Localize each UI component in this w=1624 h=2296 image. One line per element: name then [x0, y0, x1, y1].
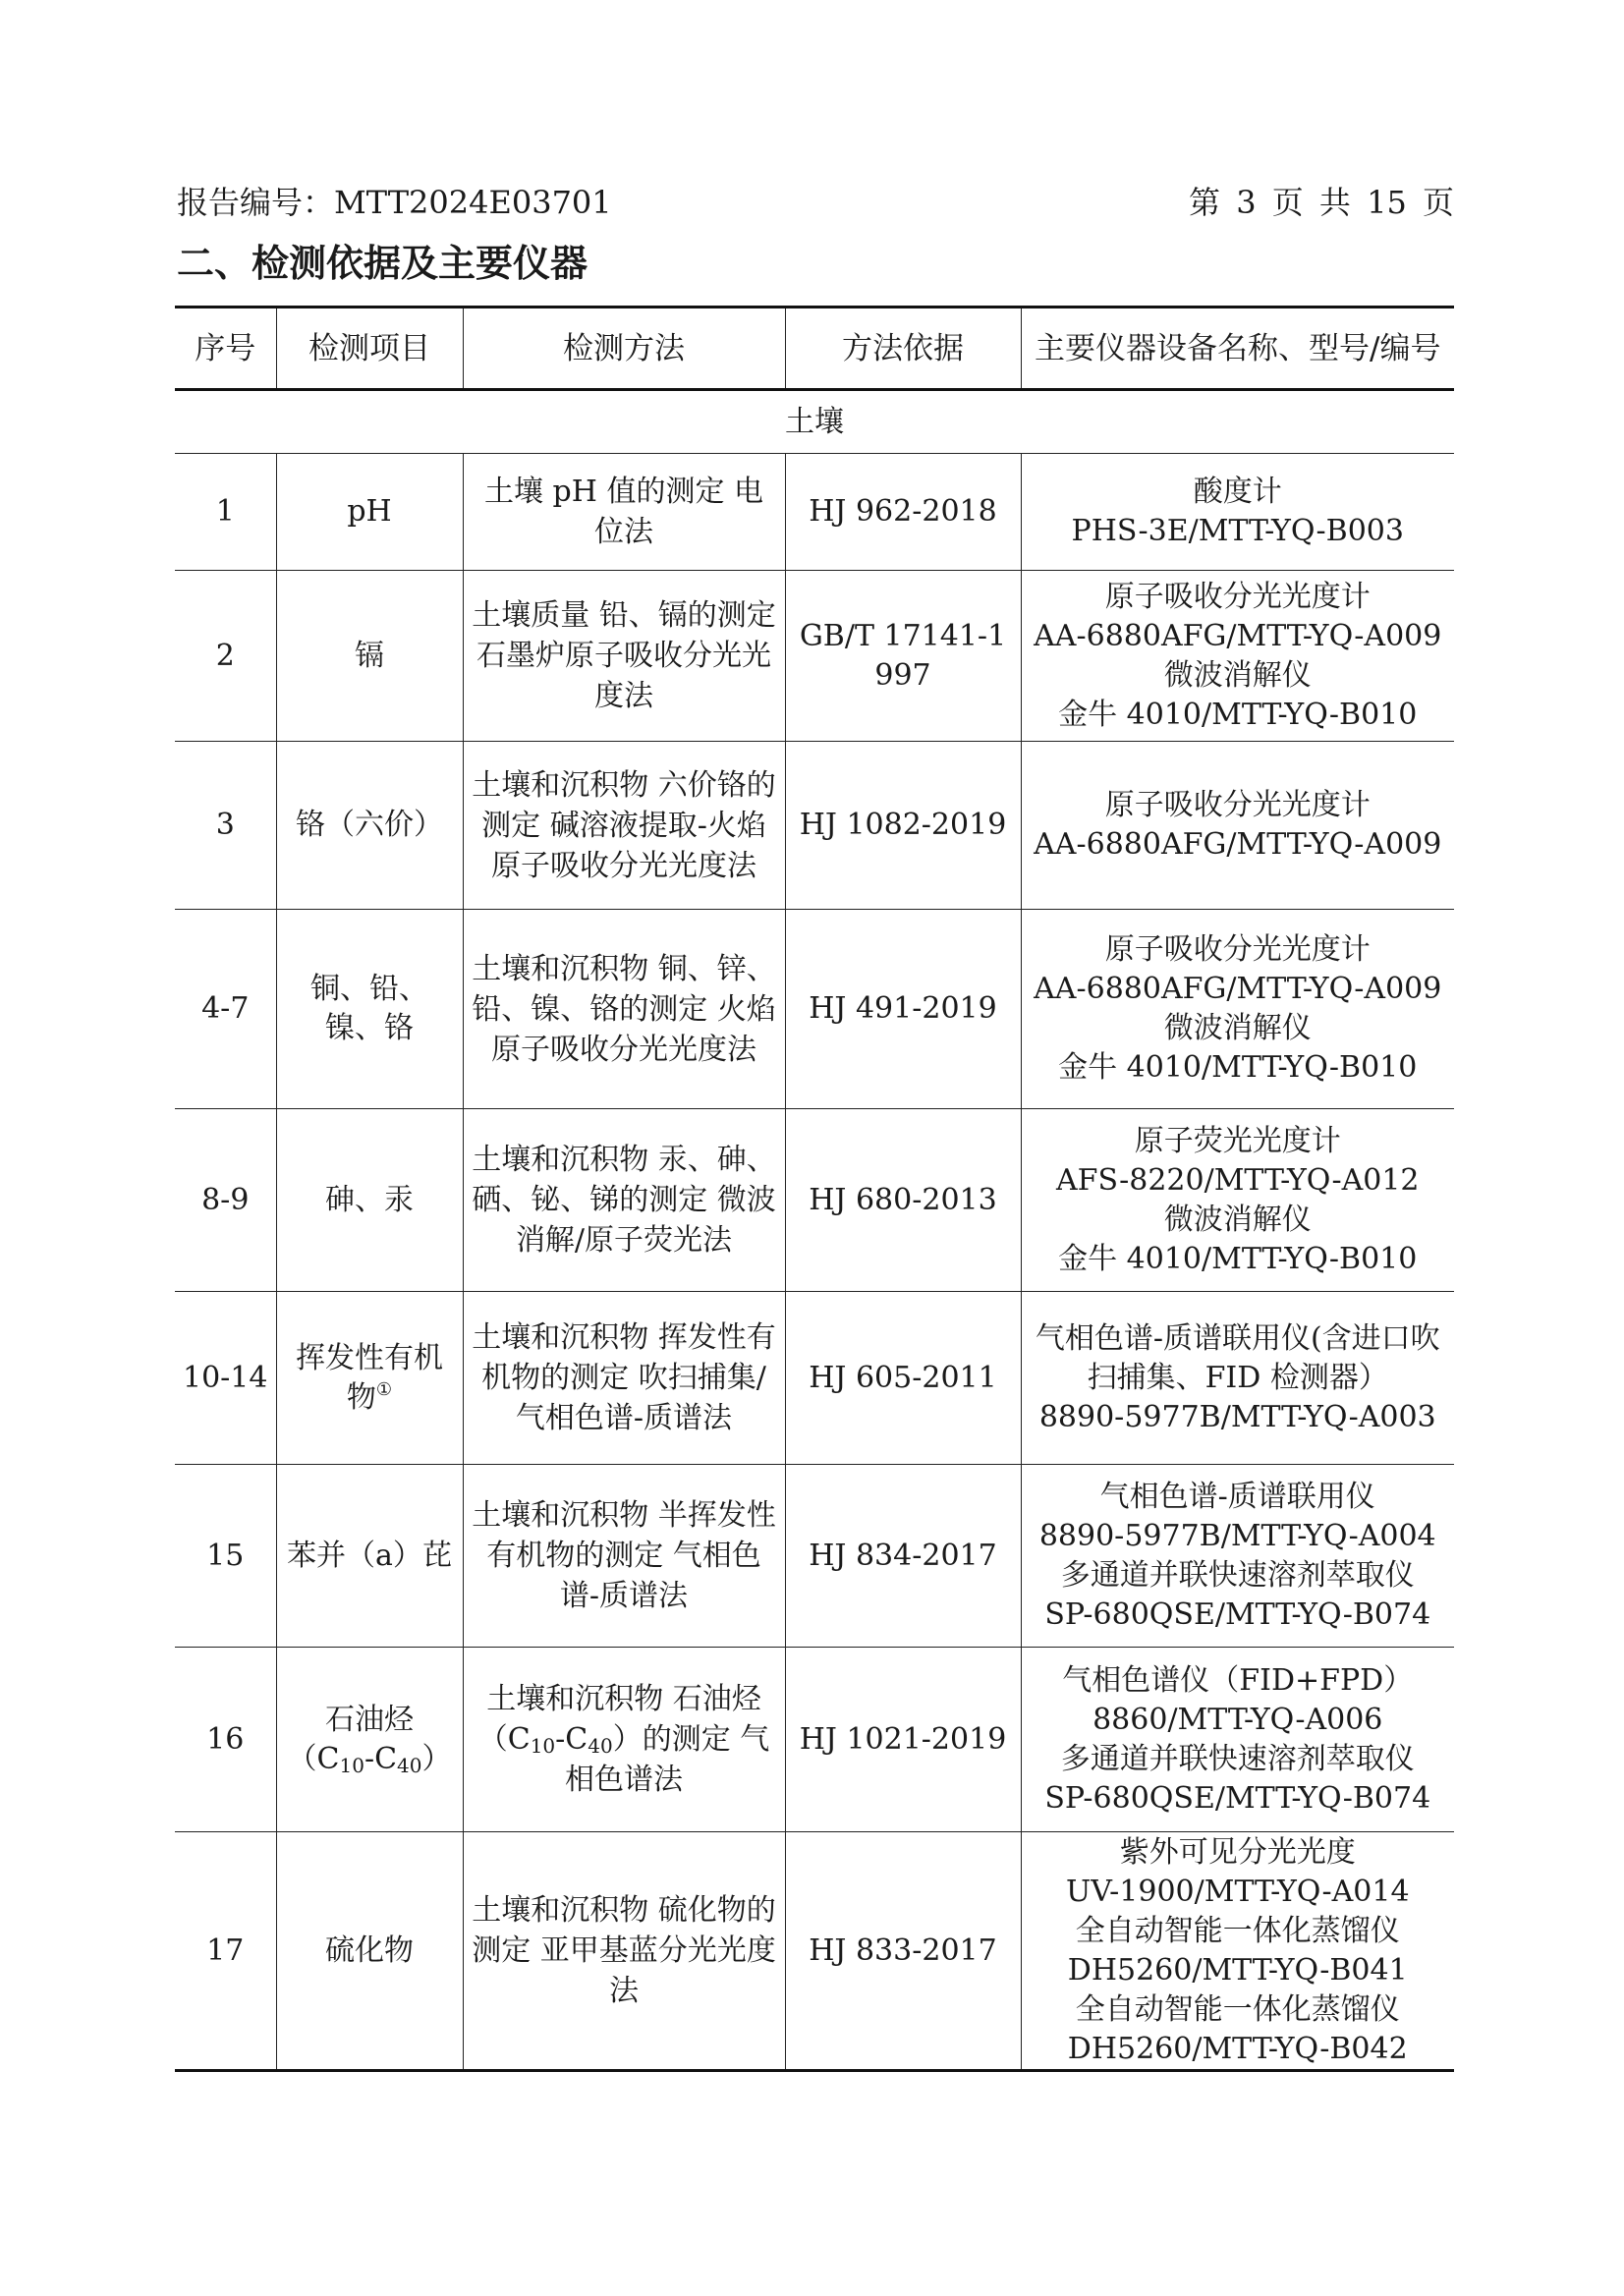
section-title: 二、检测依据及主要仪器 — [177, 242, 588, 285]
equipment-line: 金牛 4010/MTT-YQ-B010 — [1058, 1050, 1418, 1085]
row-item: 硫化物 — [276, 1832, 463, 2071]
row-method: 土壤和沉积物 石油烃$(C_{10}-C_{40})$的测定 气相色谱法 — [463, 1648, 785, 1832]
row-seq: 10-14 — [175, 1292, 276, 1465]
row-item — [276, 1648, 463, 1832]
table-row — [175, 910, 1454, 1109]
equipment-line: 8890-5977B/MTT-YQ-A003 — [1038, 1399, 1436, 1434]
row-basis: HJ 605-2011 — [785, 1292, 1021, 1465]
row-seq: 4-7 — [175, 910, 276, 1109]
row-basis: HJ 834-2017 — [785, 1465, 1021, 1648]
table-row — [175, 1465, 1454, 1648]
equipment-line: 8860/MTT-YQ-A006 — [1092, 1702, 1383, 1737]
row-seq: 8-9 — [175, 1109, 276, 1292]
equipment-line: DH5260/MTT-YQ-B041 — [1067, 1952, 1408, 1988]
col-header-equipment: 主要仪器设备名称、型号/编号 — [1021, 308, 1454, 390]
table-header-row — [175, 308, 1454, 390]
item-text: 石油烃 — [325, 1702, 414, 1737]
row-seq: 3 — [175, 742, 276, 910]
row-equipment — [1021, 454, 1454, 571]
item-text: 挥发性有机物 — [296, 1340, 443, 1415]
row-item: 砷、汞 — [276, 1109, 463, 1292]
row-item: pH — [276, 454, 463, 571]
row-equipment — [1021, 742, 1454, 910]
equipment-line: 原子吸收分光光度计 — [1104, 932, 1371, 967]
row-item: 镉 — [276, 571, 463, 742]
row-seq: 15 — [175, 1465, 276, 1648]
row-basis: GB/T 17141-1997 — [785, 571, 1021, 742]
item-carbon-range: $(C_{10}-C_{40})$ — [287, 1741, 452, 1777]
report-number: 报告编号：MTT2024E03701 — [177, 184, 612, 221]
group-label: 土壤 — [175, 390, 1454, 454]
equipment-line: 气相色谱-质谱联用仪(含进口吹扫捕集、FID 检测器） — [1035, 1320, 1440, 1395]
table-row — [175, 1648, 1454, 1832]
equipment-line: PHS-3E/MTT-YQ-B003 — [1071, 514, 1404, 548]
row-method: 土壤和沉积物 六价铬的测定 碱溶液提取-火焰原子吸收分光光度法 — [463, 742, 785, 910]
row-seq: 17 — [175, 1832, 276, 2071]
equipment-line: 全自动智能一体化蒸馏仪 — [1075, 1913, 1400, 1948]
row-basis: HJ 962-2018 — [785, 454, 1021, 571]
row-equipment — [1021, 1648, 1454, 1832]
col-header-basis: 方法依据 — [785, 308, 1021, 390]
table-row — [175, 454, 1454, 571]
equipment-line: AFS-8220/MTT-YQ-A012 — [1055, 1162, 1420, 1198]
row-seq: 16 — [175, 1648, 276, 1832]
row-method: 土壤和沉积物 汞、砷、硒、铋、锑的测定 微波消解/原子荧光法 — [463, 1109, 785, 1292]
row-basis: HJ 491-2019 — [785, 910, 1021, 1109]
row-method: 土壤和沉积物 挥发性有机物的测定 吹扫捕集/气相色谱-质谱法 — [463, 1292, 785, 1465]
equipment-line: 原子吸收分光光度计 — [1104, 788, 1371, 822]
row-method: 土壤和沉积物 半挥发性有机物的测定 气相色谱-质谱法 — [463, 1465, 785, 1648]
equipment-line: 微波消解仪 — [1163, 1202, 1312, 1237]
equipment-line: 金牛 4010/MTT-YQ-B010 — [1058, 697, 1418, 732]
equipment-line: AA-6880AFG/MTT-YQ-A009 — [1034, 827, 1442, 862]
col-header-method: 检测方法 — [463, 308, 785, 390]
col-header-seq: 序号 — [175, 308, 276, 390]
equipment-line: SP-680QSE/MTT-YQ-B074 — [1044, 1596, 1431, 1632]
row-item: 铜、铅、镍、铬 — [276, 910, 463, 1109]
row-equipment — [1021, 1109, 1454, 1292]
col-header-item: 检测项目 — [276, 308, 463, 390]
table-row — [175, 1292, 1454, 1465]
row-method: 土壤质量 铅、镉的测定 石墨炉原子吸收分光光度法 — [463, 571, 785, 742]
equipment-line: 多通道并联快速溶剂萃取仪 — [1060, 1557, 1415, 1593]
group-row-soil — [175, 390, 1454, 454]
equipment-line: 原子吸收分光光度计 — [1104, 579, 1371, 614]
row-equipment — [1021, 1292, 1454, 1465]
equipment-line: AA-6880AFG/MTT-YQ-A009 — [1034, 972, 1442, 1006]
equipment-line: 原子荧光光度计 — [1134, 1123, 1341, 1158]
detection-basis-table — [175, 306, 1454, 2072]
row-item: 苯并（a）芘 — [276, 1465, 463, 1648]
row-item — [276, 1292, 463, 1465]
table-row — [175, 1832, 1454, 2071]
equipment-line: UV-1900/MTT-YQ-A014 — [1065, 1874, 1410, 1909]
equipment-line: 微波消解仪 — [1163, 657, 1312, 693]
row-method: 土壤 pH 值的测定 电位法 — [463, 454, 785, 571]
equipment-line: DH5260/MTT-YQ-B042 — [1067, 2031, 1408, 2066]
table-row — [175, 571, 1454, 742]
row-equipment — [1021, 1832, 1454, 2071]
equipment-line: 气相色谱仪（FID+FPD） — [1062, 1662, 1414, 1698]
row-basis: HJ 833-2017 — [785, 1832, 1021, 2071]
row-equipment — [1021, 1465, 1454, 1648]
row-seq: 1 — [175, 454, 276, 571]
equipment-line: 金牛 4010/MTT-YQ-B010 — [1058, 1241, 1418, 1276]
table-row — [175, 742, 1454, 910]
equipment-line: 全自动智能一体化蒸馏仪 — [1075, 1991, 1400, 2027]
row-equipment — [1021, 910, 1454, 1109]
row-basis: HJ 1082-2019 — [785, 742, 1021, 910]
equipment-line: 气相色谱-质谱联用仪 — [1099, 1479, 1375, 1514]
row-equipment — [1021, 571, 1454, 742]
row-method: 土壤和沉积物 铜、锌、铅、镍、铬的测定 火焰原子吸收分光光度法 — [463, 910, 785, 1109]
footnote-marker: ① — [375, 1378, 393, 1400]
page-number: 第 3 页 共 15 页 — [1189, 184, 1454, 221]
equipment-line: 紫外可见分光光度 — [1119, 1834, 1356, 1870]
equipment-line: 8890-5977B/MTT-YQ-A004 — [1038, 1518, 1436, 1553]
row-item: 铬（六价） — [276, 742, 463, 910]
row-seq: 2 — [175, 571, 276, 742]
equipment-line: 酸度计 — [1193, 475, 1282, 509]
equipment-line: SP-680QSE/MTT-YQ-B074 — [1044, 1780, 1431, 1816]
equipment-line: 多通道并联快速溶剂萃取仪 — [1060, 1741, 1415, 1776]
equipment-line: 微波消解仪 — [1163, 1011, 1312, 1045]
equipment-line: AA-6880AFG/MTT-YQ-A009 — [1034, 618, 1442, 653]
table-row — [175, 1109, 1454, 1292]
row-basis: HJ 1021-2019 — [785, 1648, 1021, 1832]
row-basis: HJ 680-2013 — [785, 1109, 1021, 1292]
row-method: 土壤和沉积物 硫化物的测定 亚甲基蓝分光光度法 — [463, 1832, 785, 2071]
page-header — [177, 181, 1454, 224]
